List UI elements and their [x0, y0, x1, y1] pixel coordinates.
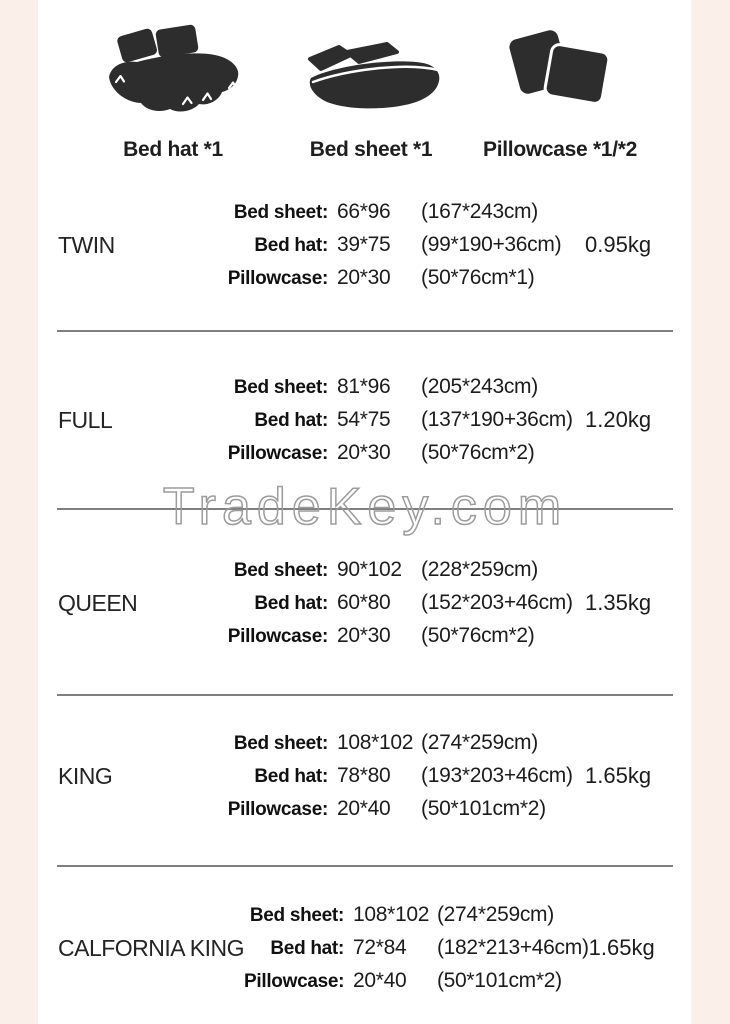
spec-value-inch: 20*40: [352, 968, 407, 992]
spec-value-cm: (50*101cm*2): [421, 796, 546, 820]
spec-label: Bed sheet:: [233, 376, 328, 398]
size-name: QUEEN: [58, 589, 138, 616]
weight-value: 1.35kg: [585, 590, 652, 615]
spec-label: Bed sheet:: [249, 904, 344, 926]
spec-row: [244, 899, 589, 932]
spec-label: Bed hat:: [270, 937, 344, 959]
spec-label: Pillowcase:: [243, 970, 345, 992]
spec-label: Pillowcase:: [227, 625, 328, 647]
spec-row: [244, 932, 589, 965]
row-divider: [57, 330, 673, 332]
size-name: TWIN: [58, 231, 115, 258]
legend-bed-hat: [63, 14, 283, 162]
spec-value-cm: (205*243cm): [421, 374, 538, 398]
spec-value-inch: 54*75: [337, 407, 391, 431]
spec-label: Bed hat:: [254, 234, 328, 256]
legend-label-bed-sheet: Bed sheet *1: [309, 138, 433, 161]
spec-value-inch: 39*75: [337, 232, 391, 256]
spec-row: [208, 229, 585, 262]
spec-row: [208, 727, 585, 760]
spec-value-cm: (228*259cm): [421, 557, 538, 581]
pillowcase-icon: [500, 14, 620, 114]
spec-value-inch: 90*102: [337, 557, 402, 581]
weight-value: 0.95kg: [585, 232, 652, 257]
spec-label: Pillowcase:: [227, 442, 328, 464]
spec-label: Bed hat:: [254, 592, 328, 614]
spec-value-cm: (137*190+36cm): [421, 407, 573, 431]
bed-hat-icon: [103, 22, 243, 114]
bed-sheet-icon: [301, 14, 441, 114]
weight-value: 1.20kg: [585, 407, 652, 432]
spec-label: Pillowcase:: [227, 267, 328, 289]
size-name: KING: [58, 762, 113, 789]
spec-row: [208, 760, 585, 793]
spec-list: [208, 371, 585, 470]
spec-value-inch: 81*96: [337, 374, 391, 398]
spec-value-cm: (182*213+46cm): [436, 935, 589, 959]
legend-label-pillowcase: Pillowcase *1/*2: [483, 138, 637, 161]
spec-value-inch: 20*40: [337, 796, 391, 820]
weight-value: 1.65kg: [588, 935, 655, 960]
spec-label: Bed hat:: [254, 409, 328, 431]
spec-value-inch: 66*96: [337, 199, 391, 223]
spec-value-cm: (50*76cm*2): [421, 440, 535, 464]
spec-row: [208, 262, 585, 295]
spec-value-cm: (50*101cm*2): [436, 968, 562, 992]
spec-row: [208, 587, 585, 620]
spec-row: [208, 437, 585, 470]
spec-value-cm: (99*190+36cm): [421, 232, 562, 256]
spec-row: [244, 965, 589, 998]
legend-pillowcase: [450, 14, 670, 162]
size-block-twin: [58, 197, 677, 293]
weight-value: 1.65kg: [585, 763, 652, 788]
size-block-queen: [58, 555, 677, 651]
spec-label: Bed hat:: [254, 765, 328, 787]
size-block-full: [58, 372, 677, 468]
spec-list: [244, 899, 589, 998]
spec-value-inch: 60*80: [337, 590, 391, 614]
spec-value-cm: (50*76cm*2): [421, 623, 535, 647]
spec-value-cm: (152*203+46cm): [421, 590, 573, 614]
spec-value-inch: 72*84: [352, 935, 407, 959]
spec-value-cm: (167*243cm): [421, 199, 538, 223]
bed-hat-icon: [103, 14, 243, 114]
spec-row: [208, 793, 585, 826]
spec-value-inch: 20*30: [337, 440, 391, 464]
spec-list: [208, 727, 585, 826]
legend-bed-sheet: [261, 14, 481, 162]
spec-value-inch: 108*102: [337, 730, 414, 754]
spec-value-cm: (274*259cm): [436, 902, 554, 926]
spec-list: [208, 196, 585, 295]
bed-sheet-icon: [301, 38, 441, 114]
spec-value-inch: 78*80: [337, 763, 391, 787]
spec-value-cm: (50*76cm*1): [421, 265, 535, 289]
size-block-california-king: [58, 900, 677, 996]
spec-row: [208, 196, 585, 229]
watermark: TradeKey.com: [162, 478, 568, 536]
size-block-king: [58, 728, 677, 824]
row-divider: [57, 865, 673, 867]
spec-label: Bed sheet:: [233, 732, 328, 754]
size-name: FULL: [58, 406, 113, 433]
spec-row: [208, 620, 585, 653]
spec-row: [208, 371, 585, 404]
spec-list: [208, 554, 585, 653]
legend-label-bed-hat: Bed hat *1: [123, 138, 223, 161]
row-divider: [57, 694, 673, 696]
spec-row: [208, 554, 585, 587]
spec-value-inch: 108*102: [352, 902, 430, 926]
size-name: CALFORNIA KING: [58, 934, 244, 961]
spec-value-cm: (193*203+46cm): [421, 763, 573, 787]
spec-value-cm: (274*259cm): [421, 730, 538, 754]
pillowcase-icon: [500, 22, 620, 114]
spec-label: Bed sheet:: [233, 201, 328, 223]
spec-row: [208, 404, 585, 437]
spec-label: Pillowcase:: [227, 798, 328, 820]
spec-label: Bed sheet:: [233, 559, 328, 581]
spec-value-inch: 20*30: [337, 623, 391, 647]
spec-value-inch: 20*30: [337, 265, 391, 289]
